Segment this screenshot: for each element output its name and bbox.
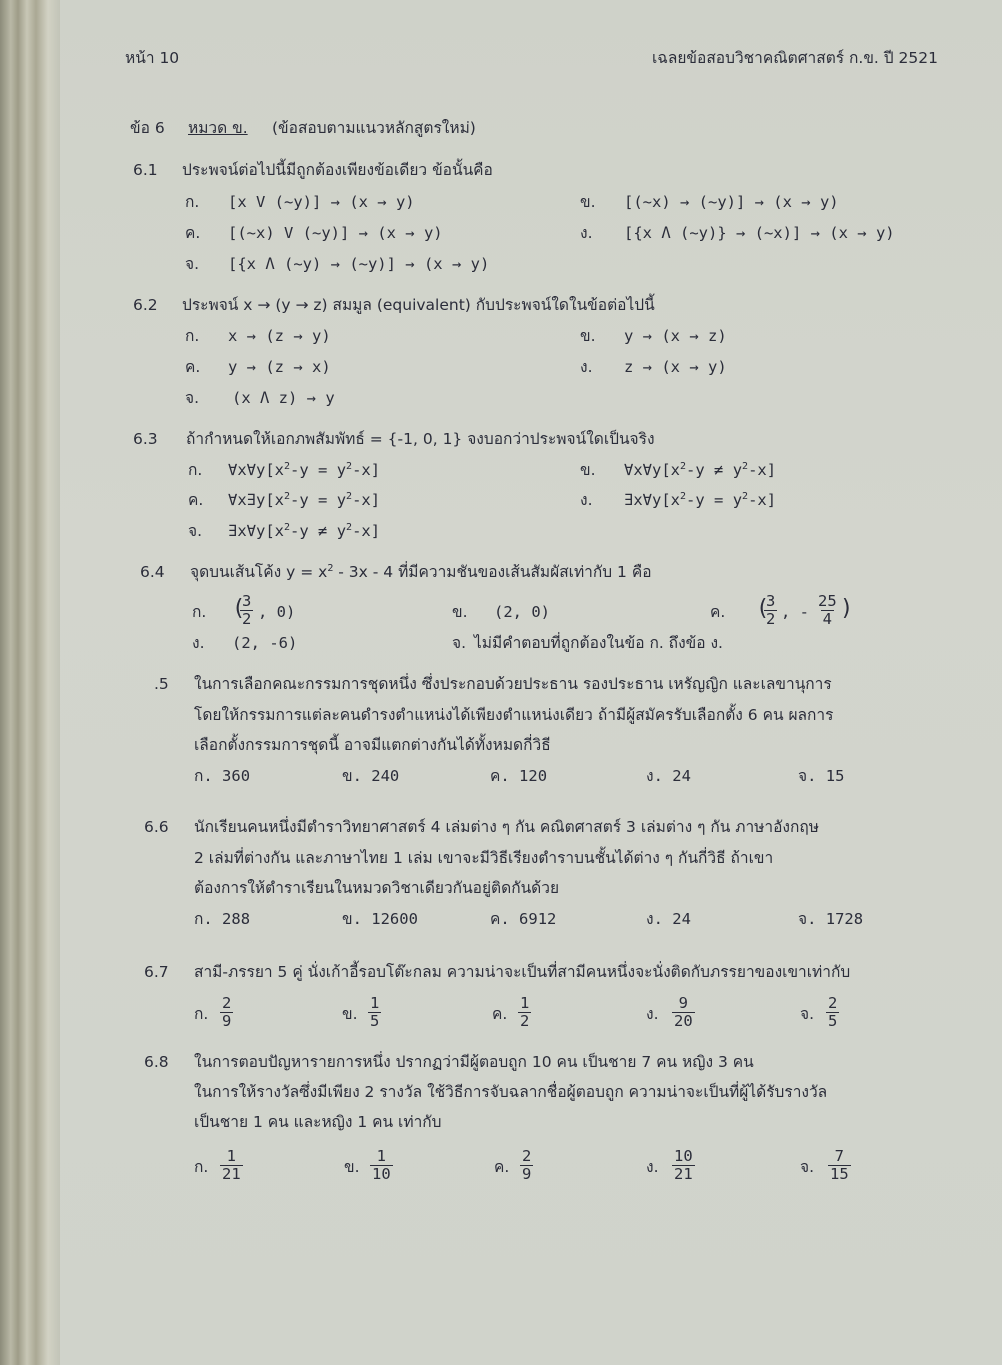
choice: ค. 6912 <box>490 910 557 928</box>
choice-label: ง. <box>192 634 205 652</box>
choice-label: ค. <box>494 1158 510 1176</box>
choice-label: ข. <box>342 1005 358 1023</box>
choice-label: จ. <box>185 389 200 407</box>
choice-label: ก. <box>185 327 200 345</box>
fraction: $\frac{10}{21}$ <box>674 1147 693 1183</box>
choice-formula: $\exists x\forall y[x^2-y \ne y^2-x]$ <box>228 521 381 540</box>
choice-text: ไม่มีคำตอบที่ถูกต้องในข้อ ก. ถึงข้อ ง. <box>474 634 723 652</box>
choice-formula: $\forall x\exists y[x^2-y = y^2-x]$ <box>228 490 381 509</box>
question-number: .5 <box>154 675 169 693</box>
choice-label: จ. <box>185 255 200 273</box>
choice-label: จ. <box>800 1158 815 1176</box>
choice-label: ง. <box>580 224 593 242</box>
choice: ข. 240 <box>342 767 400 785</box>
choice-text: [{x Λ (~y) → (~y)] → (x → y) <box>228 255 490 273</box>
page-number: หน้า 10 <box>125 49 180 67</box>
choice-label: ข. <box>580 327 596 345</box>
fraction: $\frac{2}{9}$ <box>522 1147 532 1183</box>
question-text: ประพจน์ต่อไปนี้มีถูกต้องเพียงข้อเดียว ข้อนั้นคือ <box>182 161 493 179</box>
choice-label: ข. <box>344 1158 360 1176</box>
document-title: เฉลยข้อสอบวิชาคณิตศาสตร์ ก.ข. ปี 2521 <box>652 49 938 67</box>
choice-label: ค. <box>185 358 201 376</box>
fraction: $\frac{9}{20}$ <box>674 994 693 1030</box>
open-paren: ( <box>756 596 770 621</box>
choice: ง. 24 <box>646 767 691 785</box>
choice-text: x → (z → y) <box>228 327 331 345</box>
question-text: ถ้ากำหนดให้เอกภพสัมพัทธ์ = {-1, 0, 1} จงบอกว่าประพจน์ใดเป็นจริง <box>186 430 655 448</box>
question-number: 6.1 <box>133 161 158 179</box>
choice-label: ข. <box>580 461 596 479</box>
question-text-line: 2 เล่มที่ต่างกัน และภาษาไทย 1 เล่ม เขาจะมีวิธีเรียงตำราบนชั้นได้ต่าง ๆ กันกี่วิธี ถ้าเขา <box>194 849 774 867</box>
choice-text: (2, -6) <box>232 634 298 652</box>
choice-text: , - <box>781 603 809 621</box>
choice-label: ง. <box>646 1005 659 1023</box>
choice-label: ข. <box>452 603 468 621</box>
question-text-line: เลือกตั้งกรรมการชุดนี้ อาจมีแตกต่างกันได้ทั้งหมดกี่วิธี <box>194 736 551 754</box>
choice-text: y → (z → x) <box>228 358 331 376</box>
question-number: 6.8 <box>144 1053 169 1071</box>
question-number: 6.4 <box>140 563 165 581</box>
fraction: $\frac{2}{9}$ <box>222 994 232 1030</box>
fraction: $\frac{25}{4}$ <box>818 592 837 628</box>
close-paren: ) <box>840 596 854 621</box>
choice-label: ก. <box>185 193 200 211</box>
question-text-line: นักเรียนคนหนึ่งมีตำราวิทยาศาสตร์ 4 เล่มต่าง ๆ กัน คณิตศาสตร์ 3 เล่มต่าง ๆ กัน ภาษาอังกฤษ <box>194 818 819 836</box>
choice-label: จ. <box>800 1005 815 1023</box>
choice-label: ก. <box>192 603 207 621</box>
question-number: 6.6 <box>144 818 169 836</box>
question-text-line: เป็นชาย 1 คน และหญิง 1 คน เท่ากับ <box>194 1113 442 1131</box>
question-number: 6.3 <box>133 430 158 448</box>
question-text: จุดบนเส้นโค้ง $y = x^2 - 3x - 4$ ที่มีความชันของเส้นสัมผัสเท่ากับ 1 คือ <box>190 562 652 581</box>
choice-text: , 0) <box>258 603 296 621</box>
choice: ก. 360 <box>194 767 251 785</box>
fraction: $\frac{3}{2}$ <box>242 592 252 628</box>
choice-text: y → (x → z) <box>624 327 727 345</box>
open-paren: ( <box>232 596 246 621</box>
choice: ค. 120 <box>490 767 548 785</box>
question-text-line: ต้องการให้ตำราเรียนในหมวดวิชาเดียวกันอยู่ติดกันด้วย <box>194 879 560 897</box>
choice-label: ง. <box>580 358 593 376</box>
fraction: $\frac{3}{2}$ <box>766 592 776 628</box>
choice-label: จ. <box>188 522 203 540</box>
choice: ก. 288 <box>194 910 251 928</box>
choice: จ. 15 <box>798 767 845 785</box>
fraction: $\frac{1}{10}$ <box>372 1147 391 1183</box>
question-text-line: ในการเลือกคณะกรรมการชุดหนึ่ง ซึ่งประกอบด้วยประธาน รองประธาน เหรัญญิก และเลขานุการ <box>194 675 832 693</box>
choice-label: ง. <box>646 1158 659 1176</box>
choice-text: [x V (~y)] → (x → y) <box>228 193 415 211</box>
fraction: $\frac{1}{21}$ <box>222 1147 241 1183</box>
question-text-line: ในการให้รางวัลซึ่งมีเพียง 2 รางวัล ใช้วิธีการจับฉลากชื่อผู้ตอบถูก ความน่าจะเป็นที่ผู้ได้รับรางวัล <box>194 1083 828 1101</box>
choice-label: ค. <box>188 491 204 509</box>
choice-text: [{x Λ (~y)} → (~x)] → (x → y) <box>624 224 895 242</box>
choice-text: [(~x) V (~y)] → (x → y) <box>228 224 443 242</box>
choice-formula: $\forall x\forall y[x^2-y = y^2-x]$ <box>228 460 381 479</box>
section-number: ข้อ 6 <box>130 119 165 137</box>
section-note: (ข้อสอบตามแนวหลักสูตรใหม่) <box>272 119 476 137</box>
choice: ข. 12600 <box>342 910 418 928</box>
choice-formula: $\exists x\forall y[x^2-y = y^2-x]$ <box>624 490 777 509</box>
fraction: $\frac{7}{15}$ <box>830 1147 849 1183</box>
choice-text: z → (x → y) <box>624 358 727 376</box>
question-text: ประพจน์ x → (y → z) สมมูล (equivalent) กับประพจน์ใดในข้อต่อไปนี้ <box>182 296 655 314</box>
choice-label: ง. <box>580 491 593 509</box>
section-category: หมวด ข. <box>188 119 248 137</box>
book-binding <box>0 0 60 1365</box>
question-text: สามี-ภรรยา 5 คู่ นั่งเก้าอี้รอบโต๊ะกลม ความน่าจะเป็นที่สามีคนหนึ่งจะนั่งติดกับภรรยาของเขาเท่ากับ <box>194 963 851 981</box>
question-number: 6.7 <box>144 963 169 981</box>
question-text-line: ในการตอบปัญหารายการหนึ่ง ปรากฏว่ามีผู้ตอบถูก 10 คน เป็นชาย 7 คน หญิง 3 คน <box>194 1053 754 1071</box>
choice-label: ก. <box>194 1158 209 1176</box>
fraction: $\frac{1}{5}$ <box>370 994 380 1030</box>
fraction: $\frac{1}{2}$ <box>520 994 530 1030</box>
choice-label: ค. <box>185 224 201 242</box>
choice-text: [(~x) → (~y)] → (x → y) <box>624 193 839 211</box>
choice: จ. 1728 <box>798 910 864 928</box>
choice-text: (x Λ z) → y <box>232 389 335 407</box>
choice: ง. 24 <box>646 910 691 928</box>
question-text-line: โดยให้กรรมการแต่ละคนดำรงตำแหน่งได้เพียงตำแหน่งเดียว ถ้ามีผู้สมัครรับเลือกตั้ง 6 คน ผลการ <box>194 706 834 724</box>
choice-label: จ. <box>452 634 467 652</box>
choice-formula: $\forall x\forall y[x^2-y \ne y^2-x]$ <box>624 460 777 479</box>
choice-label: ก. <box>188 461 203 479</box>
choice-label: ค. <box>710 603 726 621</box>
choice-label: ข. <box>580 193 596 211</box>
choice-label: ค. <box>492 1005 508 1023</box>
choice-label: ก. <box>194 1005 209 1023</box>
choice-text: (2, 0) <box>494 603 550 621</box>
question-number: 6.2 <box>133 296 158 314</box>
fraction: $\frac{2}{5}$ <box>828 994 838 1030</box>
